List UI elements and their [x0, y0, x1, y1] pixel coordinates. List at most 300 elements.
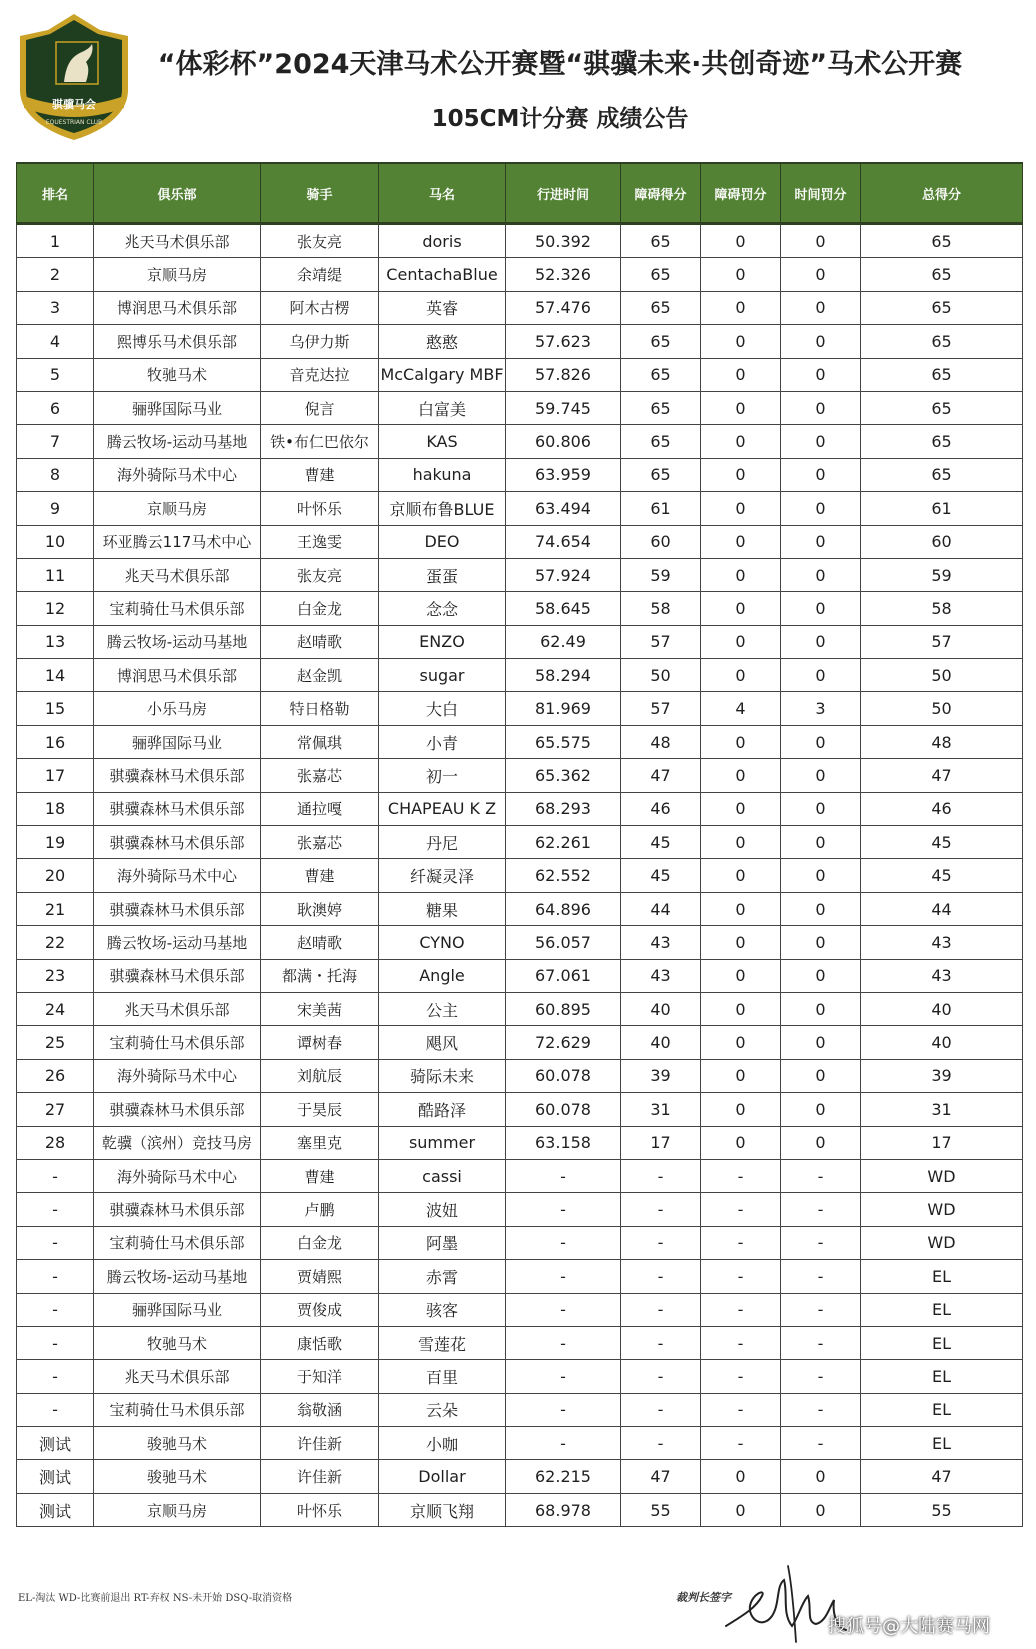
cell-total-score: 60 [861, 525, 1023, 558]
cell-club: 京顺马房 [94, 492, 261, 525]
cell-time: 65.362 [506, 759, 621, 792]
cell-total-score: 50 [861, 692, 1023, 725]
cell-horse: CYNO [379, 926, 506, 959]
cell-obstacle-score: 55 [621, 1493, 701, 1526]
cell-rank: 21 [17, 892, 94, 925]
cell-time-penalty: - [781, 1226, 861, 1259]
cell-total-score: 65 [861, 258, 1023, 291]
cell-obstacle-score: 65 [621, 224, 701, 258]
cell-rank: 1 [17, 224, 94, 258]
cell-horse: 京顺布鲁BLUE [379, 492, 506, 525]
cell-obstacle-score: 40 [621, 992, 701, 1025]
cell-total-score: 65 [861, 325, 1023, 358]
cell-time: 72.629 [506, 1026, 621, 1059]
cell-rank: 19 [17, 826, 94, 859]
cell-total-score: 39 [861, 1059, 1023, 1092]
cell-obstacle-score: - [621, 1427, 701, 1460]
cell-rider: 许佳新 [261, 1460, 379, 1493]
cell-rider: 张友亮 [261, 224, 379, 258]
cell-obstacle-score: 39 [621, 1059, 701, 1092]
table-row [17, 1293, 1023, 1326]
watermark: 搜狐号@大陆赛马网 [828, 1616, 990, 1637]
cell-rider: 赵晴歌 [261, 926, 379, 959]
cell-obstacle-score: 65 [621, 258, 701, 291]
cell-rank: 15 [17, 692, 94, 725]
table-row [17, 859, 1023, 892]
cell-rank: 25 [17, 1026, 94, 1059]
table-row [17, 926, 1023, 959]
cell-total-score: 65 [861, 391, 1023, 424]
cell-obstacle-penalty: - [701, 1326, 781, 1359]
cell-time-penalty: 0 [781, 659, 861, 692]
cell-time-penalty: 0 [781, 224, 861, 258]
cell-obstacle-penalty: 0 [701, 492, 781, 525]
cell-horse: 念念 [379, 592, 506, 625]
cell-time-penalty: 0 [781, 1126, 861, 1159]
cell-time: 60.806 [506, 425, 621, 458]
cell-time-penalty: 0 [781, 625, 861, 658]
cell-obstacle-penalty: - [701, 1159, 781, 1192]
cell-club: 海外骑际马术中心 [94, 859, 261, 892]
cell-obstacle-penalty: 0 [701, 826, 781, 859]
table-row [17, 792, 1023, 825]
cell-time: - [506, 1293, 621, 1326]
cell-obstacle-score: 65 [621, 425, 701, 458]
cell-obstacle-score: - [621, 1393, 701, 1426]
cell-obstacle-score: 57 [621, 692, 701, 725]
table-row [17, 826, 1023, 859]
table-row [17, 1193, 1023, 1226]
header-total-score: 总得分 [861, 163, 1023, 224]
cell-rider: 通拉嘎 [261, 792, 379, 825]
cell-rider: 阿木古楞 [261, 291, 379, 324]
cell-time: 57.476 [506, 291, 621, 324]
cell-rank: 26 [17, 1059, 94, 1092]
cell-obstacle-score: 43 [621, 959, 701, 992]
cell-rider: 特日格勒 [261, 692, 379, 725]
cell-time-penalty: 0 [781, 759, 861, 792]
cell-rider: 许佳新 [261, 1427, 379, 1460]
cell-club: 兆天马术俱乐部 [94, 224, 261, 258]
cell-club: 海外骑际马术中心 [94, 1159, 261, 1192]
cell-rank: 6 [17, 391, 94, 424]
cell-club: 海外骑际马术中心 [94, 1059, 261, 1092]
table-row [17, 1059, 1023, 1092]
table-row [17, 959, 1023, 992]
cell-horse: 小青 [379, 725, 506, 758]
cell-horse: cassi [379, 1159, 506, 1192]
cell-rider: 宋美茜 [261, 992, 379, 1025]
cell-obstacle-penalty: 0 [701, 926, 781, 959]
cell-time: 59.745 [506, 391, 621, 424]
cell-time: 62.261 [506, 826, 621, 859]
cell-club: 骊骅国际马业 [94, 1293, 261, 1326]
cell-club: 熙博乐马术俱乐部 [94, 325, 261, 358]
cell-time: - [506, 1226, 621, 1259]
cell-horse: 纤凝灵泽 [379, 859, 506, 892]
table-row [17, 725, 1023, 758]
cell-time: - [506, 1427, 621, 1460]
cell-total-score: EL [861, 1360, 1023, 1393]
cell-rider: 张嘉芯 [261, 826, 379, 859]
cell-obstacle-penalty: 0 [701, 558, 781, 591]
cell-horse: 京顺飞翔 [379, 1493, 506, 1526]
cell-obstacle-score: 43 [621, 926, 701, 959]
cell-club: 腾云牧场-运动马基地 [94, 1260, 261, 1293]
cell-rank: 12 [17, 592, 94, 625]
cell-club: 牧驰马术 [94, 358, 261, 391]
cell-time: 74.654 [506, 525, 621, 558]
cell-horse: McCalgary MBF [379, 358, 506, 391]
cell-time: 56.057 [506, 926, 621, 959]
cell-rank: 20 [17, 859, 94, 892]
cell-club: 兆天马术俱乐部 [94, 1360, 261, 1393]
logo-text: 骐骥马会 [52, 98, 96, 111]
signature-label: 裁判长签字 [676, 1591, 731, 1604]
cell-obstacle-penalty: 4 [701, 692, 781, 725]
cell-club: 宝莉骑仕马术俱乐部 [94, 592, 261, 625]
cell-obstacle-score: - [621, 1293, 701, 1326]
cell-rider: 赵金凯 [261, 659, 379, 692]
cell-obstacle-penalty: 0 [701, 992, 781, 1025]
cell-total-score: 31 [861, 1093, 1023, 1126]
cell-rank: - [17, 1360, 94, 1393]
cell-horse: 雪莲花 [379, 1326, 506, 1359]
cell-rank: 17 [17, 759, 94, 792]
cell-time: 60.895 [506, 992, 621, 1025]
cell-obstacle-score: 58 [621, 592, 701, 625]
cell-obstacle-penalty: 0 [701, 892, 781, 925]
table-row [17, 525, 1023, 558]
cell-rank: 22 [17, 926, 94, 959]
cell-horse: DEO [379, 525, 506, 558]
cell-horse: hakuna [379, 458, 506, 491]
cell-obstacle-penalty: 0 [701, 1460, 781, 1493]
cell-total-score: 65 [861, 291, 1023, 324]
header-rank: 排名 [17, 163, 94, 224]
cell-rider: 康恬歌 [261, 1326, 379, 1359]
cell-horse: 赤霄 [379, 1260, 506, 1293]
cell-club: 骏驰马术 [94, 1460, 261, 1493]
table-row [17, 391, 1023, 424]
cell-total-score: 44 [861, 892, 1023, 925]
cell-time: - [506, 1326, 621, 1359]
cell-obstacle-score: 31 [621, 1093, 701, 1126]
cell-club: 兆天马术俱乐部 [94, 992, 261, 1025]
cell-club: 骐骥森林马术俱乐部 [94, 759, 261, 792]
cell-horse: 飓风 [379, 1026, 506, 1059]
cell-rider: 刘航辰 [261, 1059, 379, 1092]
cell-time-penalty: 0 [781, 1059, 861, 1092]
cell-rider: 耿澳婷 [261, 892, 379, 925]
cell-rank: - [17, 1226, 94, 1259]
cell-total-score: 59 [861, 558, 1023, 591]
cell-obstacle-penalty: 0 [701, 325, 781, 358]
cell-total-score: 48 [861, 725, 1023, 758]
cell-obstacle-penalty: - [701, 1360, 781, 1393]
table-header-row [17, 163, 1023, 224]
cell-obstacle-penalty: 0 [701, 425, 781, 458]
cell-time-penalty: 0 [781, 926, 861, 959]
cell-horse: 阿墨 [379, 1226, 506, 1259]
cell-time: 50.392 [506, 224, 621, 258]
cell-obstacle-penalty: - [701, 1260, 781, 1293]
cell-obstacle-penalty: 0 [701, 625, 781, 658]
table-row [17, 692, 1023, 725]
cell-obstacle-score: 65 [621, 291, 701, 324]
cell-time: - [506, 1159, 621, 1192]
cell-rank: - [17, 1159, 94, 1192]
cell-rank: 8 [17, 458, 94, 491]
cell-obstacle-score: 57 [621, 625, 701, 658]
page-title: “体彩杯”2024天津马术公开赛暨“骐骥未来·共创奇迹”马术公开赛 [157, 49, 963, 80]
cell-total-score: 65 [861, 358, 1023, 391]
cell-rider: 谭树春 [261, 1026, 379, 1059]
cell-total-score: EL [861, 1293, 1023, 1326]
table-row [17, 1093, 1023, 1126]
cell-time-penalty: 0 [781, 425, 861, 458]
cell-total-score: 17 [861, 1126, 1023, 1159]
cell-time-penalty: 0 [781, 558, 861, 591]
cell-rider: 倪言 [261, 391, 379, 424]
cell-time-penalty: - [781, 1293, 861, 1326]
cell-rider: 铁•布仁巴依尔 [261, 425, 379, 458]
cell-time-penalty: 0 [781, 1093, 861, 1126]
cell-club: 京顺马房 [94, 1493, 261, 1526]
cell-time: 58.294 [506, 659, 621, 692]
cell-obstacle-penalty: 0 [701, 792, 781, 825]
cell-time-penalty: 0 [781, 325, 861, 358]
cell-club: 骐骥森林马术俱乐部 [94, 1193, 261, 1226]
cell-club: 宝莉骑仕马术俱乐部 [94, 1226, 261, 1259]
cell-total-score: 65 [861, 425, 1023, 458]
cell-rank: 23 [17, 959, 94, 992]
cell-time: - [506, 1193, 621, 1226]
cell-horse: doris [379, 224, 506, 258]
cell-total-score: 65 [861, 458, 1023, 491]
logo-subtext: EQUESTRIAN CLUB [45, 119, 103, 126]
cell-time-penalty: 0 [781, 1026, 861, 1059]
cell-obstacle-penalty: 0 [701, 224, 781, 258]
header-horse: 马名 [379, 163, 506, 224]
cell-horse: 波妞 [379, 1193, 506, 1226]
cell-obstacle-penalty: 0 [701, 592, 781, 625]
cell-time: 62.215 [506, 1460, 621, 1493]
cell-obstacle-penalty: 0 [701, 1493, 781, 1526]
cell-horse: 骑际未来 [379, 1059, 506, 1092]
cell-time-penalty: - [781, 1393, 861, 1426]
cell-obstacle-score: 65 [621, 391, 701, 424]
cell-time-penalty: 0 [781, 458, 861, 491]
cell-rider: 翁敬涵 [261, 1393, 379, 1426]
cell-rank: 9 [17, 492, 94, 525]
cell-obstacle-score: - [621, 1159, 701, 1192]
cell-rank: 测试 [17, 1493, 94, 1526]
cell-rider: 贾婧熙 [261, 1260, 379, 1293]
cell-club: 骏驰马术 [94, 1427, 261, 1460]
cell-obstacle-penalty: 0 [701, 525, 781, 558]
cell-rider: 塞里克 [261, 1126, 379, 1159]
cell-time: - [506, 1393, 621, 1426]
cell-club: 腾云牧场-运动马基地 [94, 425, 261, 458]
cell-rider: 于知洋 [261, 1360, 379, 1393]
cell-time: 62.552 [506, 859, 621, 892]
table-body [17, 224, 1023, 1527]
table-row [17, 258, 1023, 291]
cell-obstacle-score: 59 [621, 558, 701, 591]
cell-club: 骐骥森林马术俱乐部 [94, 959, 261, 992]
cell-rider: 常佩琪 [261, 725, 379, 758]
cell-time-penalty: - [781, 1427, 861, 1460]
cell-obstacle-penalty: 0 [701, 391, 781, 424]
header-time: 行进时间 [506, 163, 621, 224]
cell-time: 65.575 [506, 725, 621, 758]
cell-obstacle-penalty: 0 [701, 959, 781, 992]
cell-total-score: 40 [861, 992, 1023, 1025]
header-club: 俱乐部 [94, 163, 261, 224]
table-row [17, 625, 1023, 658]
cell-rider: 叶怀乐 [261, 1493, 379, 1526]
cell-total-score: 57 [861, 625, 1023, 658]
cell-horse: 憨憨 [379, 325, 506, 358]
cell-club: 宝莉骑仕马术俱乐部 [94, 1393, 261, 1426]
table-row [17, 1226, 1023, 1259]
cell-obstacle-score: 40 [621, 1026, 701, 1059]
cell-obstacle-score: 45 [621, 859, 701, 892]
header-rider: 骑手 [261, 163, 379, 224]
cell-horse: 白富美 [379, 391, 506, 424]
cell-time-penalty: 0 [781, 1493, 861, 1526]
cell-club: 乾骥（滨州）竞技马房 [94, 1126, 261, 1159]
cell-horse: 大白 [379, 692, 506, 725]
cell-rank: 3 [17, 291, 94, 324]
cell-time-penalty: 0 [781, 959, 861, 992]
cell-obstacle-score: 44 [621, 892, 701, 925]
cell-time: 60.078 [506, 1059, 621, 1092]
header-obstacle-score: 障碍得分 [621, 163, 701, 224]
cell-obstacle-score: - [621, 1226, 701, 1259]
cell-rider: 音克达拉 [261, 358, 379, 391]
cell-rank: - [17, 1326, 94, 1359]
cell-total-score: 61 [861, 492, 1023, 525]
cell-total-score: 46 [861, 792, 1023, 825]
table-row [17, 1427, 1023, 1460]
cell-time: 64.896 [506, 892, 621, 925]
cell-time-penalty: 0 [781, 358, 861, 391]
cell-total-score: 40 [861, 1026, 1023, 1059]
header-obstacle-penalty: 障碍罚分 [701, 163, 781, 224]
cell-horse: 小咖 [379, 1427, 506, 1460]
cell-obstacle-penalty: 0 [701, 291, 781, 324]
table-row [17, 458, 1023, 491]
cell-total-score: WD [861, 1193, 1023, 1226]
cell-total-score: WD [861, 1226, 1023, 1259]
cell-obstacle-penalty: 0 [701, 659, 781, 692]
cell-total-score: 47 [861, 759, 1023, 792]
cell-time: 57.924 [506, 558, 621, 591]
cell-obstacle-penalty: 0 [701, 258, 781, 291]
cell-horse: Angle [379, 959, 506, 992]
table-row [17, 492, 1023, 525]
cell-time-penalty: 0 [781, 391, 861, 424]
cell-obstacle-score: 65 [621, 325, 701, 358]
cell-total-score: 65 [861, 224, 1023, 258]
cell-club: 腾云牧场-运动马基地 [94, 625, 261, 658]
cell-time-penalty: 0 [781, 291, 861, 324]
cell-rank: 28 [17, 1126, 94, 1159]
cell-obstacle-score: 45 [621, 826, 701, 859]
cell-club: 兆天马术俱乐部 [94, 558, 261, 591]
cell-obstacle-score: 60 [621, 525, 701, 558]
table-row [17, 358, 1023, 391]
cell-time-penalty: 0 [781, 258, 861, 291]
cell-time: 57.623 [506, 325, 621, 358]
table-row [17, 558, 1023, 591]
cell-rank: 2 [17, 258, 94, 291]
cell-obstacle-penalty: - [701, 1193, 781, 1226]
cell-total-score: 47 [861, 1460, 1023, 1493]
cell-rank: - [17, 1193, 94, 1226]
table-row [17, 592, 1023, 625]
cell-rider: 于昊辰 [261, 1093, 379, 1126]
cell-rank: - [17, 1293, 94, 1326]
table-row [17, 1326, 1023, 1359]
cell-horse: sugar [379, 659, 506, 692]
cell-rider: 叶怀乐 [261, 492, 379, 525]
cell-club: 环亚腾云117马术中心 [94, 525, 261, 558]
cell-rider: 曹建 [261, 458, 379, 491]
cell-time: 63.959 [506, 458, 621, 491]
cell-time-penalty: - [781, 1360, 861, 1393]
cell-rider: 白金龙 [261, 592, 379, 625]
table-row [17, 1126, 1023, 1159]
cell-time: 67.061 [506, 959, 621, 992]
legend: EL-淘汰 WD-比赛前退出 RT-弃权 NS-未开始 DSQ-取消资格 [18, 1593, 293, 1604]
cell-time-penalty: - [781, 1159, 861, 1192]
cell-rank: 13 [17, 625, 94, 658]
cell-time: 62.49 [506, 625, 621, 658]
table-row [17, 325, 1023, 358]
cell-rider: 王逸雯 [261, 525, 379, 558]
cell-rank: 测试 [17, 1427, 94, 1460]
cell-horse: 骇客 [379, 1293, 506, 1326]
cell-rider: 乌伊力斯 [261, 325, 379, 358]
cell-obstacle-penalty: 0 [701, 458, 781, 491]
cell-total-score: 58 [861, 592, 1023, 625]
cell-obstacle-penalty: - [701, 1393, 781, 1426]
cell-time-penalty: 0 [781, 1460, 861, 1493]
cell-obstacle-score: 17 [621, 1126, 701, 1159]
cell-club: 骐骥森林马术俱乐部 [94, 826, 261, 859]
table-row [17, 291, 1023, 324]
cell-time-penalty: 0 [781, 992, 861, 1025]
cell-club: 骐骥森林马术俱乐部 [94, 892, 261, 925]
cell-obstacle-penalty: 0 [701, 859, 781, 892]
cell-time: - [506, 1260, 621, 1293]
cell-horse: KAS [379, 425, 506, 458]
table-row [17, 892, 1023, 925]
cell-time: 68.293 [506, 792, 621, 825]
cell-rank: 18 [17, 792, 94, 825]
cell-obstacle-penalty: 0 [701, 1093, 781, 1126]
cell-total-score: EL [861, 1393, 1023, 1426]
cell-horse: 蛋蛋 [379, 558, 506, 591]
cell-total-score: 50 [861, 659, 1023, 692]
cell-horse: CentachaBlue [379, 258, 506, 291]
cell-total-score: 43 [861, 959, 1023, 992]
cell-time-penalty: 0 [781, 592, 861, 625]
table-row [17, 1159, 1023, 1192]
